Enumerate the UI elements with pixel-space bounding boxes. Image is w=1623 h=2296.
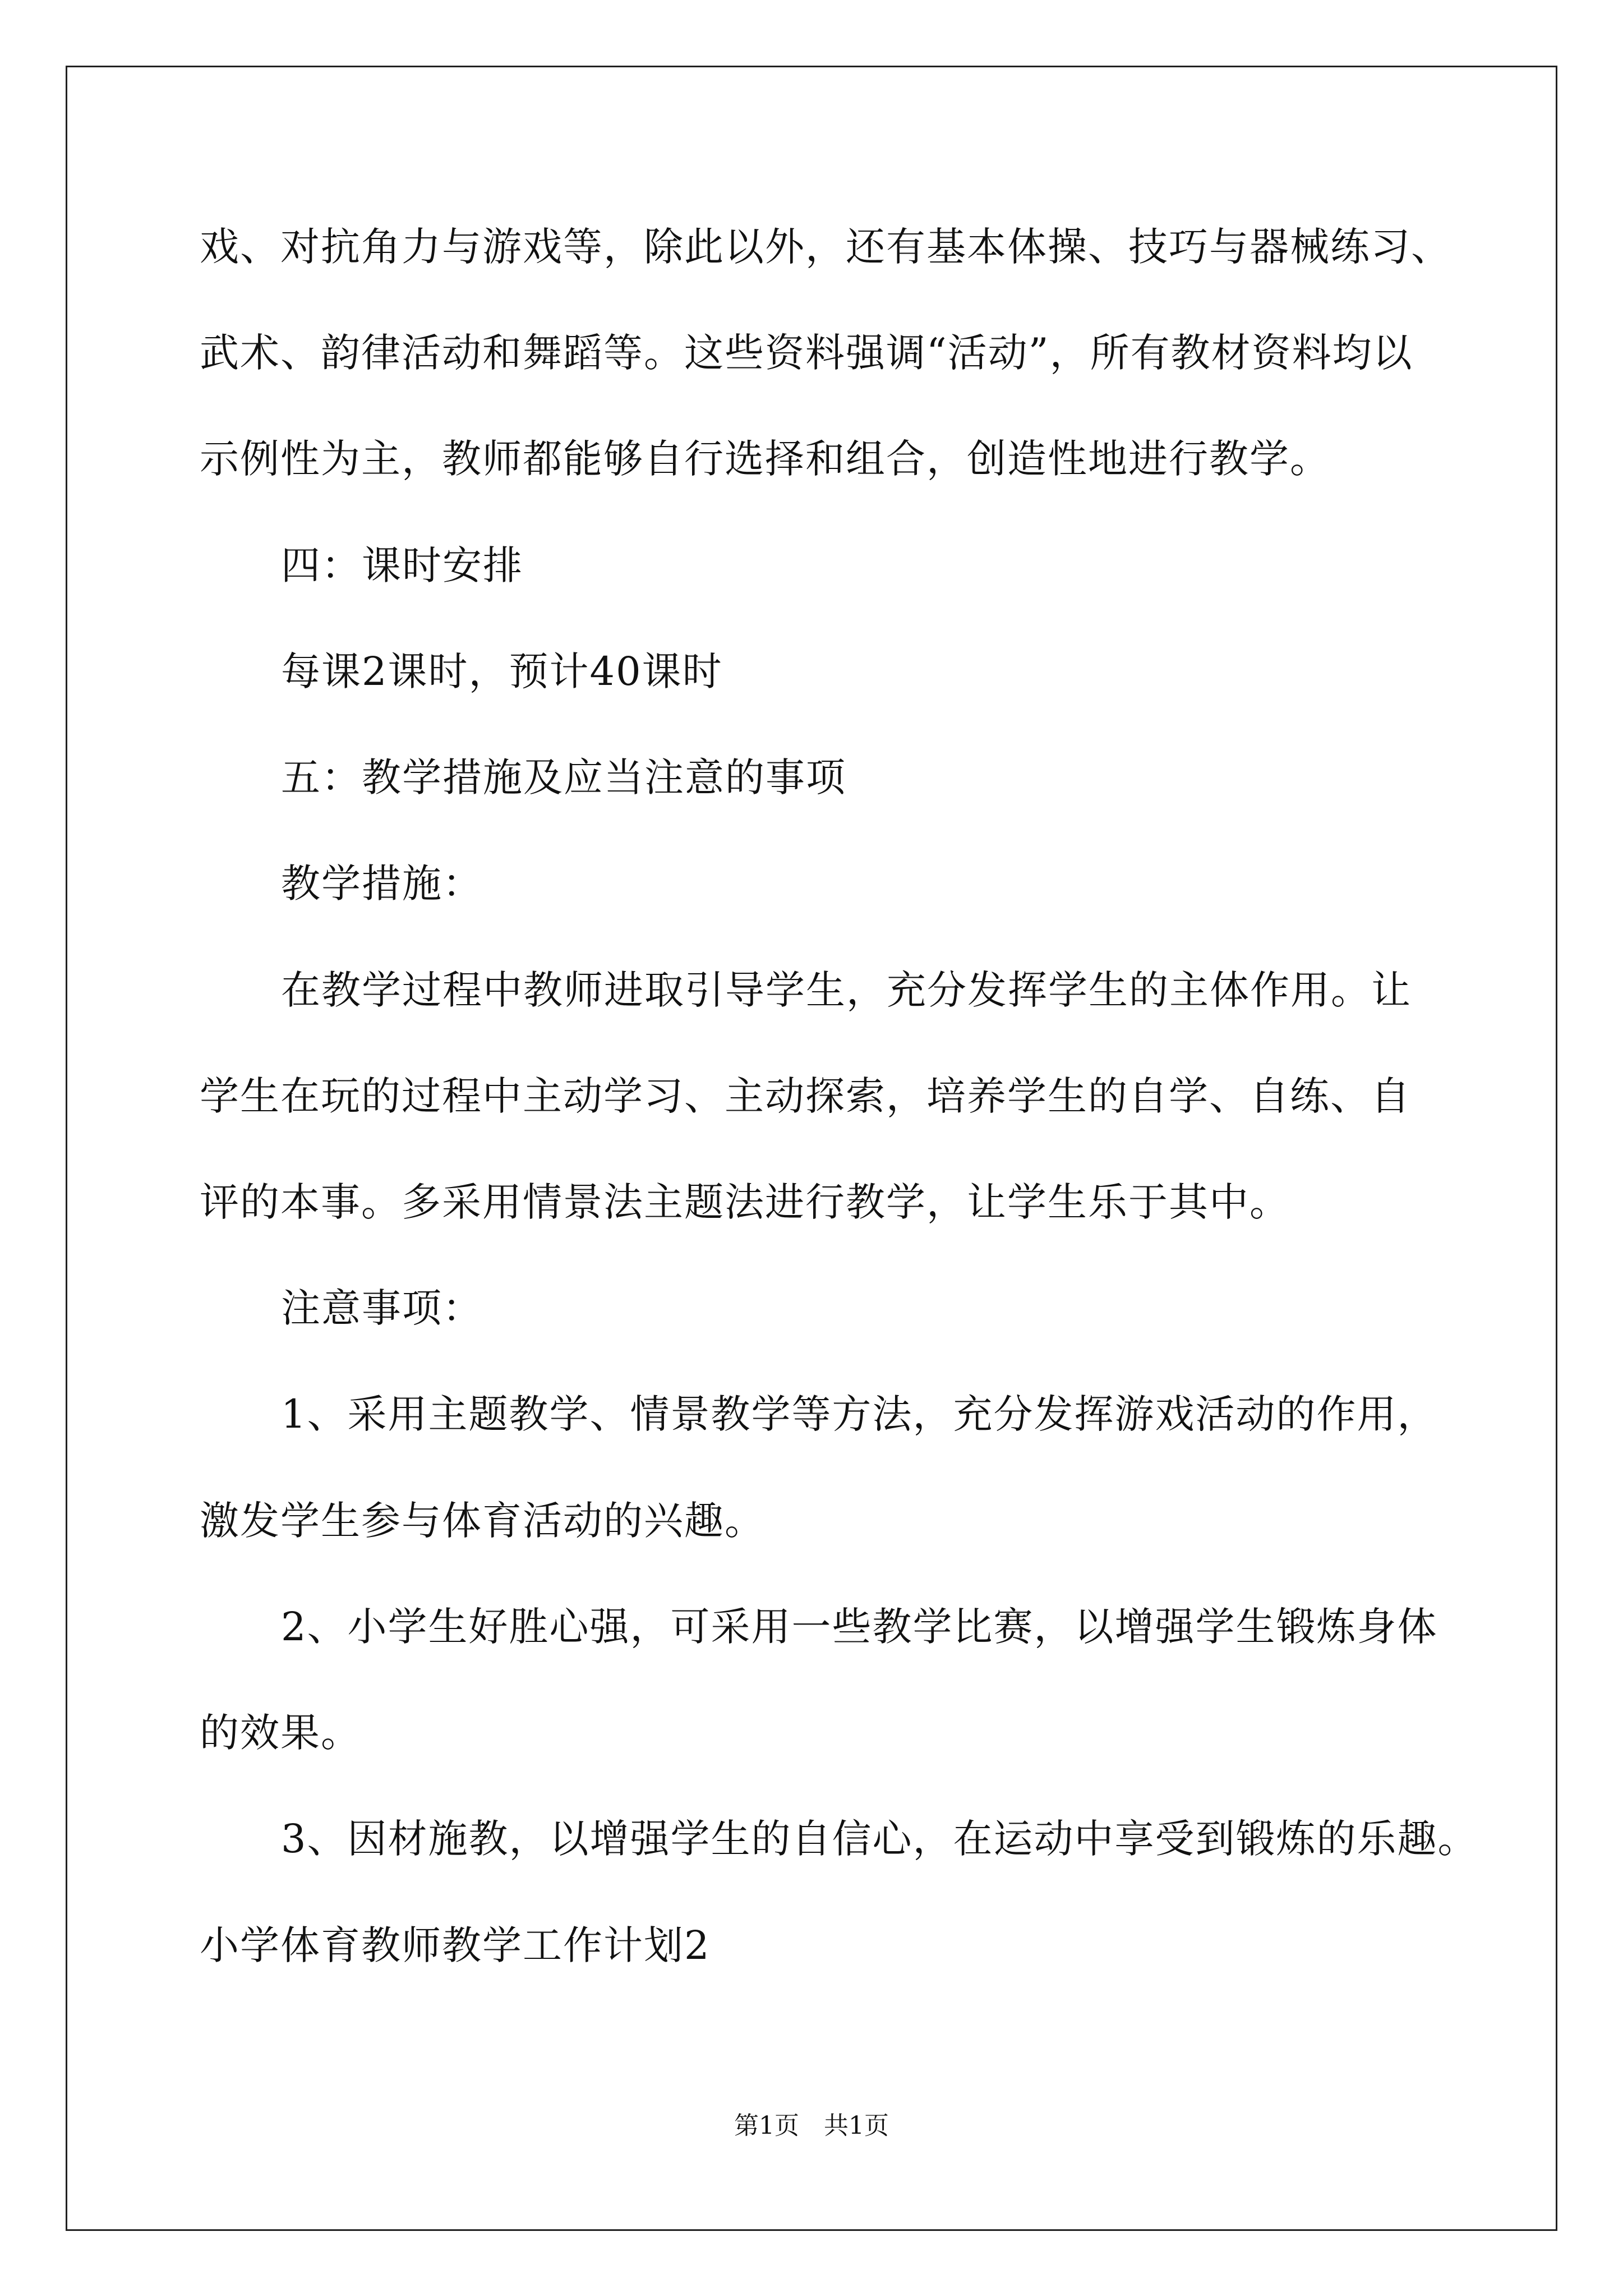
text-line-1: 戏、对抗角力与游戏等，除此以外，还有基本体操、技巧与器械练习、 [200,224,1451,270]
text-line-2: 武术、韵律活动和舞蹈等。这些资料强调“活动”，所有教材资料均以 [200,330,1413,376]
page-number-footer: 第1页 共1页 [734,2111,889,2140]
text-line-14: 2、小学生好胜心强，可采用一些教学比赛，以增强学生锻炼身体 [281,1604,1438,1650]
page-border [66,66,1557,2231]
section-heading-measures: 五：教学措施及应当注意的事项 [281,754,846,800]
section-title-plan-2: 小学体育教师教学工作计划2 [200,1922,711,1968]
text-line-5: 每课2课时，预计40课时 [281,648,723,694]
text-line-9: 学生在玩的过程中主动学习、主动探索，培养学生的自学、自练、自 [200,1073,1411,1119]
subheading-teaching-measures: 教学措施： [281,861,483,907]
text-line-13: 激发学生参与体育活动的兴趣。 [200,1498,765,1544]
subheading-notes: 注意事项： [281,1285,483,1331]
text-line-8: 在教学过程中教师进取引导学生，充分发挥学生的主体作用。让 [281,967,1412,1013]
section-heading-schedule: 四：课时安排 [281,542,523,588]
text-line-10: 评的本事。多采用情景法主题法进行教学，让学生乐于其中。 [200,1179,1290,1225]
text-line-3: 示例性为主，教师都能够自行选择和组合，创造性地进行教学。 [200,436,1330,482]
text-line-15: 的效果。 [200,1710,361,1756]
text-line-12: 1、采用主题教学、情景教学等方法，充分发挥游戏活动的作用， [281,1391,1438,1437]
text-line-16: 3、因材施教，以增强学生的自信心，在运动中享受到锻炼的乐趣。 [281,1816,1478,1862]
